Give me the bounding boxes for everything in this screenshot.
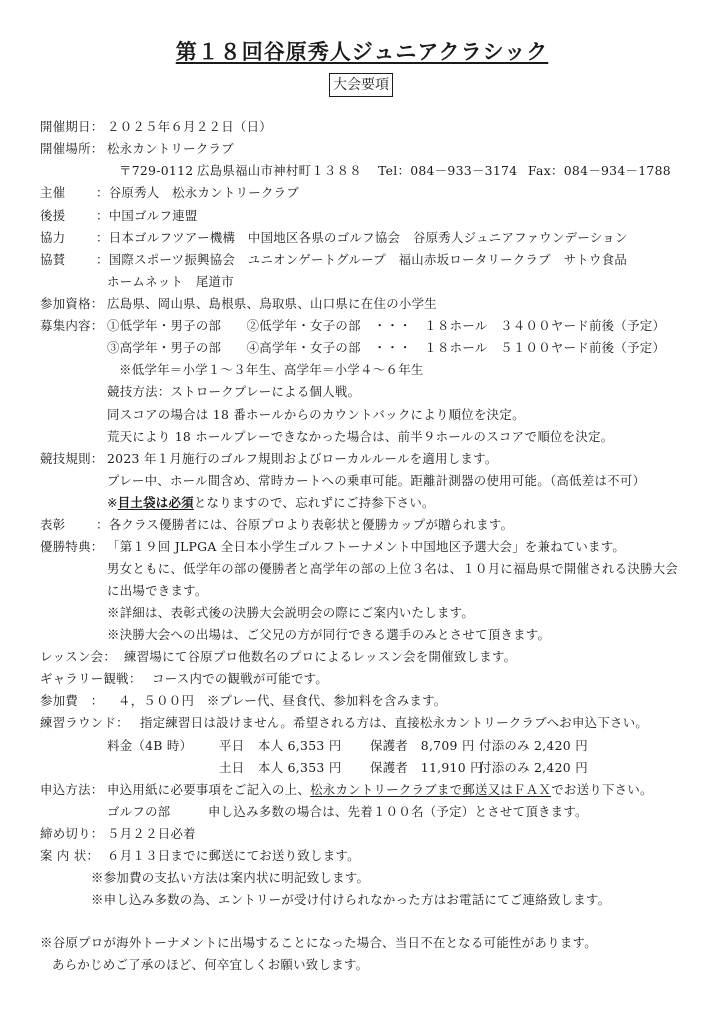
rules-line3 bbox=[107, 495, 435, 511]
awards-label: 表彰 bbox=[40, 517, 66, 532]
privilege-line3: に出場できます。 bbox=[107, 583, 208, 598]
rules-label: 競技規則： bbox=[40, 451, 104, 466]
privilege-line1: 「第１９回 JLPGA 全日本小学生ゴルフトーナメント中国地区予選大会」を兼ねています。 bbox=[107, 539, 626, 554]
footer-line1: ※谷原プロが海外トーナメントに出場することになった場合、当日不在となる可能性があります。 bbox=[40, 935, 597, 950]
application-golf-note: 申し込み多数の場合は、先着１００名（予定）とさせて頂きます。 bbox=[208, 804, 588, 819]
privilege-line2: 男女ともに、低学年の部の優勝者と高学年の部の上位３名は、１０月に福島県で開催される決勝大会 bbox=[107, 561, 679, 576]
categories-row1: ①低学年・男子の部 ②低学年・女子の部 ・・・ １８ホール ３４００ヤード前後（予定） bbox=[107, 318, 666, 333]
cooperation-label: 協力 bbox=[40, 230, 66, 245]
support-value: ：中国ゴルフ連盟 bbox=[96, 208, 198, 223]
price-row-self: 本人 6,353 円 bbox=[258, 760, 342, 775]
practice-value: 指定練習日は設けません。希望される方は、直接松永カントリークラブへお申込下さい。 bbox=[140, 715, 649, 730]
categories-method: 競技方法：ストロークプレーによる個人戦。 bbox=[107, 384, 361, 399]
sponsors-line1: ：国際スポーツ振興協会 ユニオンゲートグループ 福山赤坂ロータリークラブ サトウ食品 bbox=[96, 252, 628, 267]
rules-line1: 2023 年１月施行のゴルフ規則およびローカルルールを適用します。 bbox=[107, 451, 498, 466]
fee-value: ４，５００円 ※プレー代、昼食代、参加料を含みます。 bbox=[118, 693, 447, 708]
rules-line2: プレー中、ホール間含め、常時カートへの乗車可能。距離計測器の使用可能。（高低差は不可） bbox=[107, 473, 646, 488]
categories-label: 募集内容： bbox=[40, 318, 104, 333]
fee-label: 参加費 ： bbox=[40, 693, 104, 708]
categories-note: ※低学年＝小学１～３年生、高学年＝小学４～６年生 bbox=[119, 362, 424, 377]
section-heading-box: 大会要項 bbox=[329, 73, 393, 97]
price-row-guardian: 保護者 11,910 円 bbox=[370, 760, 483, 775]
eligibility-value: 広島県、岡山県、島根県、鳥取県、山口県に在住の小学生 bbox=[107, 296, 437, 311]
sponsors-label: 協賛 bbox=[40, 252, 66, 267]
sponsors-line2: ホームネット 尾道市 bbox=[107, 274, 234, 289]
application-golf: ゴルフの部 bbox=[107, 804, 171, 819]
venue-value: 松永カントリークラブ bbox=[107, 141, 234, 156]
footer-line2: あらかじめご了承のほど、何卒宜しくお願い致します。 bbox=[52, 957, 369, 972]
organizer-label: 主催 bbox=[40, 185, 66, 200]
rules-line3-suffix: となりますので、忘れずにご持参下さい。 bbox=[193, 495, 435, 510]
practice-label: 練習ラウンド： bbox=[40, 715, 129, 730]
categories-weather: 荒天により 18 ホールプレーできなかった場合は、前半９ホールのスコアで順位を決定。 bbox=[107, 429, 614, 444]
categories-tie: 同スコアの場合は 18 番ホールからのカウントバックにより順位を決定。 bbox=[107, 407, 525, 422]
notice-line3: ※申し込み多数の為、エントリーが受け付けられなかった方はお電話にてご連絡致します。 bbox=[91, 892, 611, 907]
venue-postal: 〒729-0112 bbox=[119, 163, 194, 178]
lesson-value: 練習場にて谷原プロ他数名のプロによるレッスン会を開催致します。 bbox=[124, 649, 517, 664]
application-prefix: 申込用紙に必要事項をご記入の上、 bbox=[107, 782, 311, 797]
gallery-label: ギャラリー観戦： bbox=[40, 671, 142, 686]
application-suffix: でお送り下さい。 bbox=[551, 782, 653, 797]
deadline-label: 締め切り： bbox=[40, 826, 104, 841]
page-title: 第１８回谷原秀人ジュニアクラシック bbox=[175, 39, 549, 64]
price-label: 料金（4B 時） bbox=[107, 738, 193, 753]
lesson-label: レッスン会： bbox=[40, 649, 117, 664]
rules-emphasis: 目土袋は必須 bbox=[117, 495, 194, 510]
price-row-escort: 付添のみ 2,420 円 bbox=[479, 760, 588, 775]
cooperation-value: ：日本ゴルフツアー機構 中国地区各県のゴルフ協会 谷原秀人ジュニアファウンデーション bbox=[96, 230, 628, 245]
price-row-escort: 付添のみ 2,420 円 bbox=[479, 738, 588, 753]
awards-value: ：各クラス優勝者には、谷原プロより表彰状と優勝カップが贈られます。 bbox=[96, 517, 514, 532]
categories-row2: ③高学年・男子の部 ④高学年・女子の部 ・・・ １８ホール ５１００ヤード前後（予定） bbox=[107, 340, 666, 355]
support-label: 後援 bbox=[40, 208, 66, 223]
application-value bbox=[107, 782, 653, 798]
eligibility-label: 参加資格： bbox=[40, 296, 104, 311]
date-value: ２０２５年６月２２日（日） bbox=[107, 119, 272, 134]
privilege-label: 優勝特典： bbox=[40, 539, 104, 554]
notice-line1: ６月１３日までに郵送にてお送り致します。 bbox=[107, 848, 360, 863]
date-label: 開催期日： bbox=[40, 119, 104, 134]
rules-line3-prefix: ※ bbox=[107, 495, 118, 510]
venue-tel: Tel：084－933－3174 bbox=[378, 163, 518, 178]
price-row-day: 土日 bbox=[219, 760, 245, 775]
privilege-line4: ※詳細は、表彰式後の決勝大会説明会の際にご案内いたします。 bbox=[107, 605, 475, 620]
application-label: 申込方法： bbox=[40, 782, 104, 797]
notice-line2: ※参加費の支払い方法は案内状に明記致します。 bbox=[91, 870, 370, 885]
price-row-self: 本人 6,353 円 bbox=[258, 738, 342, 753]
deadline-value: ５月２２日必着 bbox=[107, 826, 196, 841]
venue-label: 開催場所： bbox=[40, 141, 104, 156]
venue-fax: Fax：084－934－1788 bbox=[528, 163, 671, 178]
price-row-day: 平日 bbox=[219, 738, 245, 753]
privilege-line5: ※決勝大会への出場は、ご父兄の方が同行できる選手のみとさせて頂きます。 bbox=[107, 627, 551, 642]
notice-label: 案 内 状： bbox=[40, 848, 100, 863]
venue-address: 広島県福山市神村町１３８８ bbox=[197, 163, 362, 178]
application-emphasis: 松永カントリークラブまで郵送又はＦＡＸ bbox=[310, 782, 552, 797]
gallery-value: コース内での観戦が可能です。 bbox=[152, 671, 329, 686]
price-row-guardian: 保護者 8,709 円 bbox=[370, 738, 475, 753]
organizer-value: ：谷原秀人 松永カントリークラブ bbox=[96, 185, 300, 200]
